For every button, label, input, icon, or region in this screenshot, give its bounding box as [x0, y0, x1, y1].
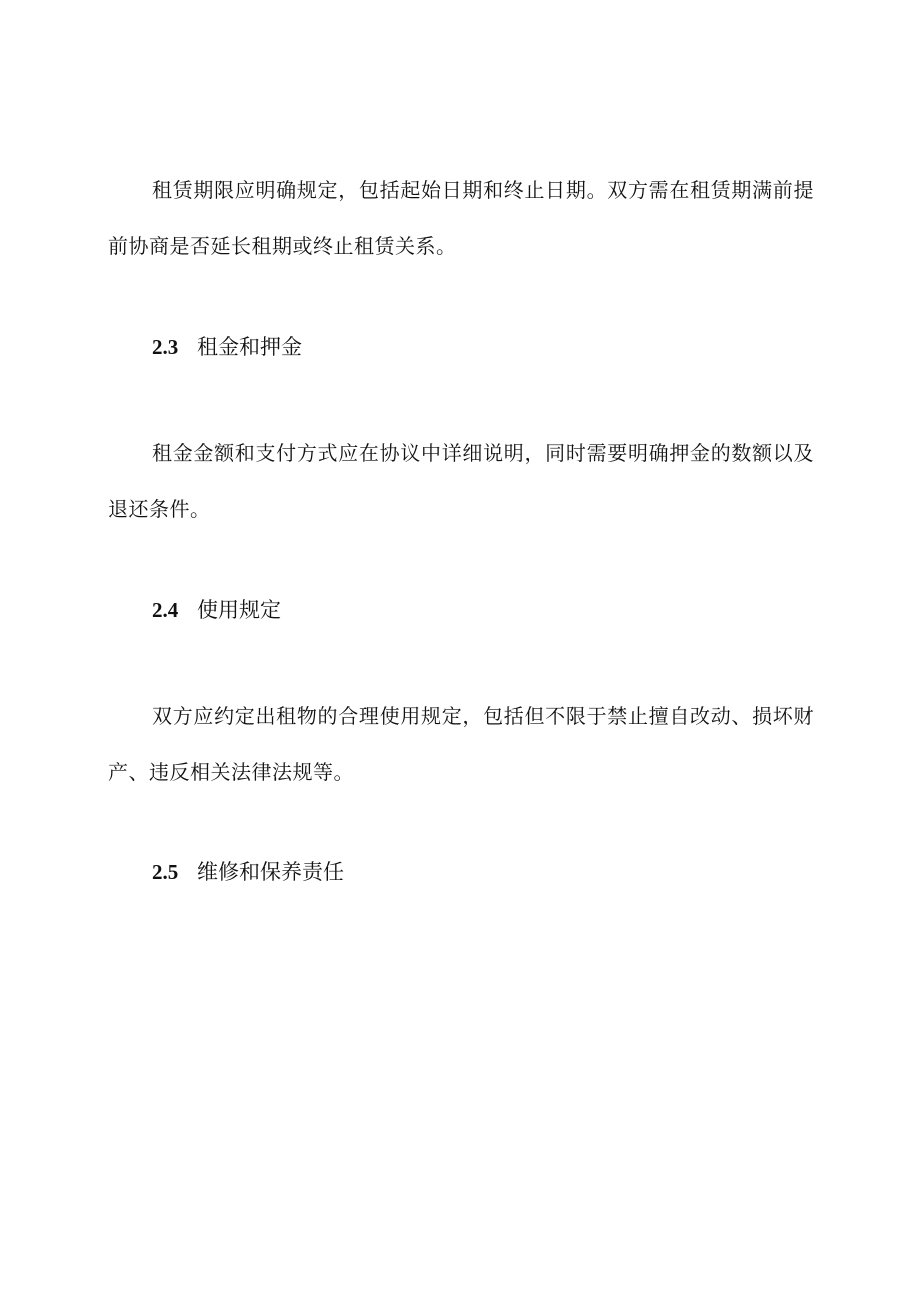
section-title: 使用规定 — [197, 598, 281, 622]
section-heading-2-4 — [152, 594, 281, 624]
section-title: 维修和保养责任 — [197, 860, 344, 884]
section-heading-2-3 — [152, 331, 302, 361]
section-number: 2.4 — [152, 598, 179, 622]
section-title: 租金和押金 — [197, 335, 302, 359]
section-number: 2.3 — [152, 335, 179, 359]
section-heading-2-5 — [152, 856, 344, 886]
paragraph-usage-rules: 双方应约定出租物的合理使用规定，包括但不限于禁止擅自改动、损坏财产、违反相关法律法规等。 — [108, 704, 814, 784]
section-number: 2.5 — [152, 860, 179, 884]
paragraph-lease-term: 租赁期限应明确规定，包括起始日期和终止日期。双方需在租赁期满前提前协商是否延长租期或终止租赁关系。 — [108, 178, 814, 258]
paragraph-rent-deposit: 租金金额和支付方式应在协议中详细说明，同时需要明确押金的数额以及退还条件。 — [108, 441, 814, 521]
